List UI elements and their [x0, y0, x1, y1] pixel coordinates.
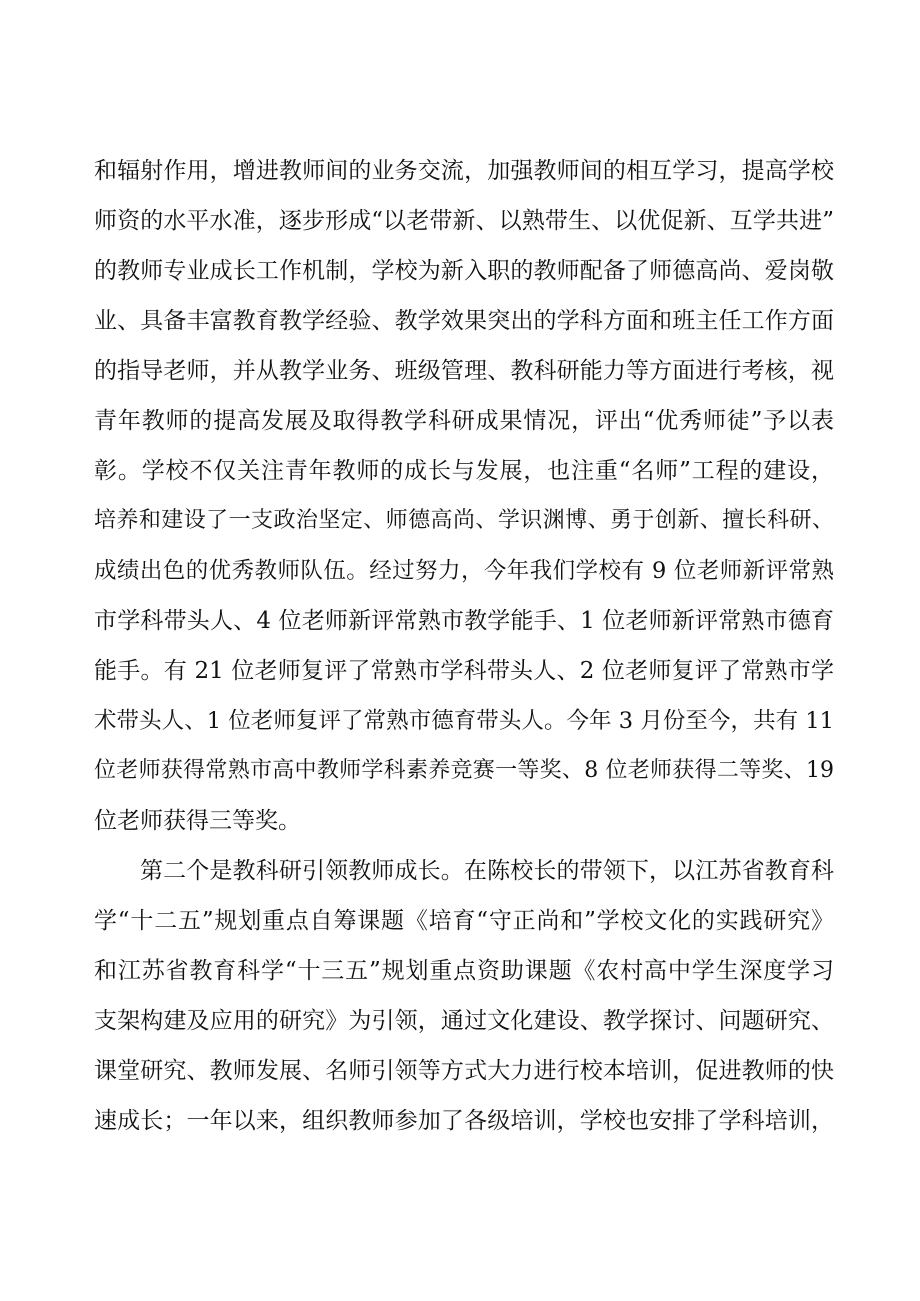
text-line: 业、具备丰富教育教学经验、教学效果突出的学科方面和班主任工作方面 — [94, 308, 834, 334]
text-line: 彰。学校不仅关注青年教师的成长与发展，也注重“名师”工程的建设， — [94, 458, 834, 484]
paragraph-first-line: 第二个是教科研引领教师成长。在陈校长的带领下，以江苏省教育科 — [140, 858, 834, 884]
text-line: 成绩出色的优秀教师队伍。经过努力，今年我们学校有 9 位老师新评常熟 — [94, 558, 834, 584]
text-line: 培养和建设了一支政治坚定、师德高尚、学识渊博、勇于创新、擅长科研、 — [94, 508, 834, 533]
text-line: 学“十二五”规划重点自筹课题《培育“守正尚和”学校文化的实践研究》 — [94, 908, 834, 934]
text-line: 位老师获得常熟市高中教师学科素养竞赛一等奖、8 位老师获得二等奖、19 — [94, 758, 834, 783]
text-line: 位老师获得三等奖。 — [94, 808, 301, 834]
text-line: 支架构建及应用的研究》为引领，通过文化建设、教学探讨、问题研究、 — [94, 1008, 834, 1034]
text-line: 的教师专业成长工作机制，学校为新入职的教师配备了师德高尚、爱岗敬 — [94, 258, 834, 284]
text-line: 师资的水平水准，逐步形成“以老带新、以熟带生、以优促新、互学共进” — [94, 208, 834, 234]
text-line: 速成长；一年以来，组织教师参加了各级培训，学校也安排了学科培训， — [94, 1108, 834, 1134]
text-line: 的指导老师，并从教学业务、班级管理、教科研能力等方面进行考核，视 — [94, 358, 834, 384]
text-line: 市学科带头人、4 位老师新评常熟市教学能手、1 位老师新评常熟市德育 — [94, 608, 834, 634]
text-line: 和辐射作用，增进教师间的业务交流，加强教师间的相互学习，提高学校 — [94, 158, 834, 184]
text-line: 和江苏省教育科学“十三五”规划重点资助课题《农村高中学生深度学习 — [94, 958, 834, 984]
text-line: 青年教师的提高发展及取得教学科研成果情况，评出“优秀师徒”予以表 — [94, 408, 834, 434]
text-line: 课堂研究、教师发展、名师引领等方式大力进行校本培训，促进教师的快 — [94, 1058, 834, 1084]
text-line: 术带头人、1 位老师复评了常熟市德育带头人。今年 3 月份至今，共有 11 — [94, 708, 834, 734]
text-line: 能手。有 21 位老师复评了常熟市学科带头人、2 位老师复评了常熟市学 — [94, 658, 834, 684]
